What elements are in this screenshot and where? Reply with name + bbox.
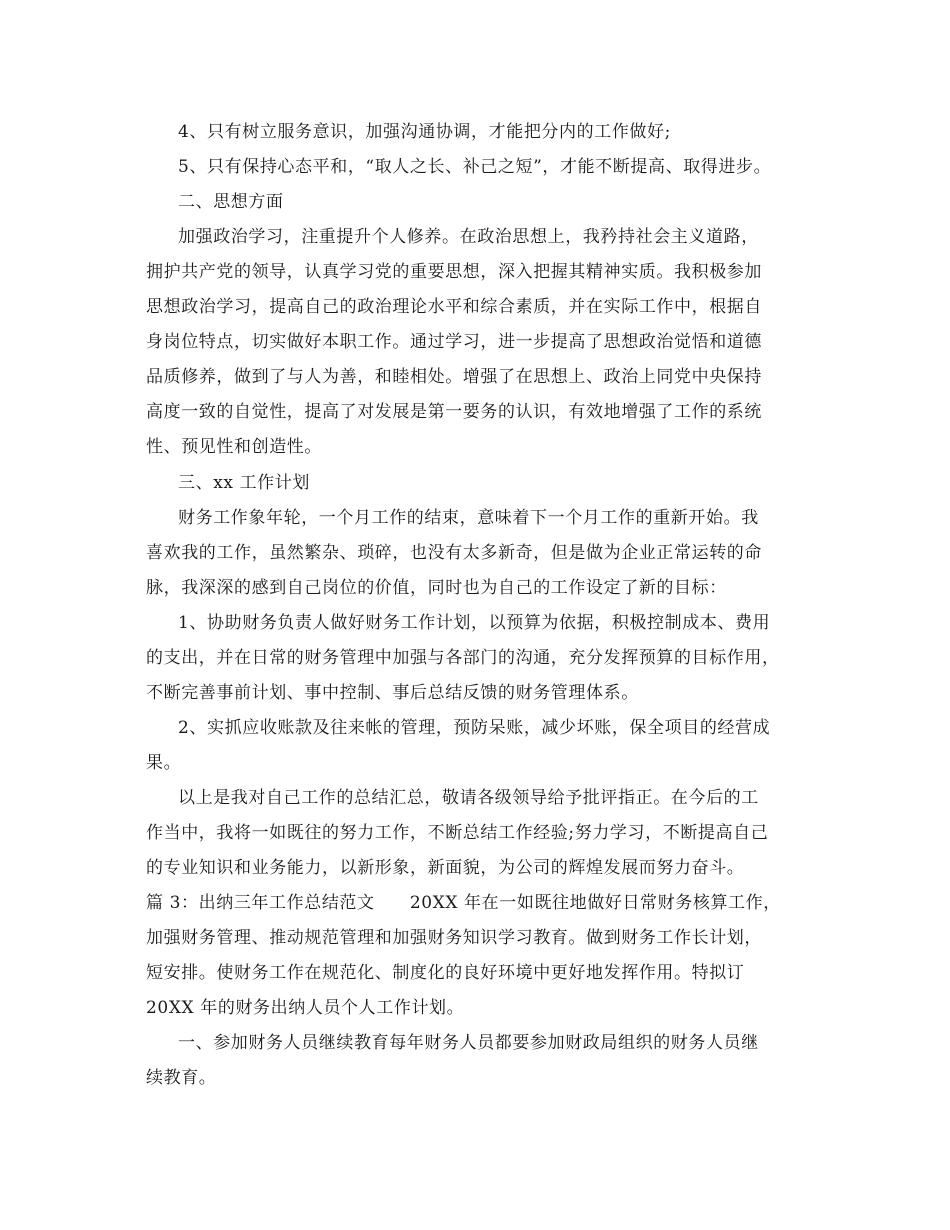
paragraph-line: 拥护共产党的领导，认真学习党的重要思想，深入把握其精神实质。我积极参加: [146, 262, 762, 282]
paragraph-line: 喜欢我的工作，虽然繁杂、琐碎，也没有太多新奇，但是做为企业正常运转的命: [146, 543, 762, 563]
paragraph-line: 篇 3：出纳三年工作总结范文 20XX 年在一如既往地做好日常财务核算工作，: [146, 893, 781, 913]
paragraph-line: 续教育。: [146, 1068, 217, 1088]
paragraph-line: 短安排。使财务工作在规范化、制度化的良好环境中更好地发挥作用。特拟订: [146, 963, 745, 983]
paragraph-line: 脉，我深深的感到自己岗位的价值，同时也为自己的工作设定了新的目标：: [146, 578, 727, 598]
section-heading: 二、思想方面: [178, 192, 284, 212]
paragraph-line: 不断完善事前计划、事中控制、事后总结反馈的财务管理体系。: [146, 683, 639, 703]
paragraph-line: 高度一致的自觉性，提高了对发展是第一要务的认识，有效地增强了工作的系统: [146, 402, 762, 422]
paragraph-line: 思想政治学习，提高自己的政治理论水平和综合素质，并在实际工作中，根据自: [146, 297, 762, 317]
section-heading: 三、xx 工作计划: [178, 473, 310, 493]
paragraph-line: 2、实抓应收账款及往来帐的管理，预防呆账，减少坏账，保全项目的经营成: [178, 718, 771, 738]
paragraph-line: 果。: [146, 753, 182, 773]
paragraph-line: 5、只有保持心态平和，“取人之长、补己之短”，才能不断提高、取得进步。: [178, 157, 772, 177]
paragraph-line: 加强财务管理、推动规范管理和加强财务知识学习教育。做到财务工作长计划，: [146, 928, 762, 948]
paragraph-line: 4、只有树立服务意识，加强沟通协调，才能把分内的工作做好;: [178, 122, 671, 142]
paragraph-line: 加强政治学习，注重提升个人修养。在政治思想上，我矜持社会主义道路，: [178, 227, 759, 247]
paragraph-line: 以上是我对自己工作的总结汇总，敬请各级领导给予批评指正。在今后的工: [178, 788, 759, 808]
paragraph-line: 作当中，我将一如既往的努力工作，不断总结工作经验;努力学习，不断提高自己: [146, 823, 769, 843]
paragraph-line: 财务工作象年轮，一个月工作的结束，意味着下一个月工作的重新开始。我: [178, 508, 759, 528]
paragraph-line: 的支出，并在日常的财务管理中加强与各部门的沟通，充分发挥预算的目标作用，: [146, 648, 780, 668]
paragraph-line: 品质修养，做到了与人为善，和睦相处。增强了在思想上、政治上同党中央保持: [146, 367, 762, 387]
paragraph-line: 性、预见性和创造性。: [146, 437, 322, 457]
paragraph-line: 1、协助财务负责人做好财务工作计划，以预算为依据，积极控制成本、费用: [178, 613, 771, 633]
paragraph-line: 20XX 年的财务出纳人员个人工作计划。: [146, 998, 465, 1018]
paragraph-line: 的专业知识和业务能力，以新形象，新面貌，为公司的辉煌发展而努力奋斗。: [146, 858, 745, 878]
paragraph-line: 身岗位特点，切实做好本职工作。通过学习，进一步提高了思想政治觉悟和道德: [146, 332, 762, 352]
paragraph-line: 一、参加财务人员继续教育每年财务人员都要参加财政局组织的财务人员继: [178, 1033, 759, 1053]
